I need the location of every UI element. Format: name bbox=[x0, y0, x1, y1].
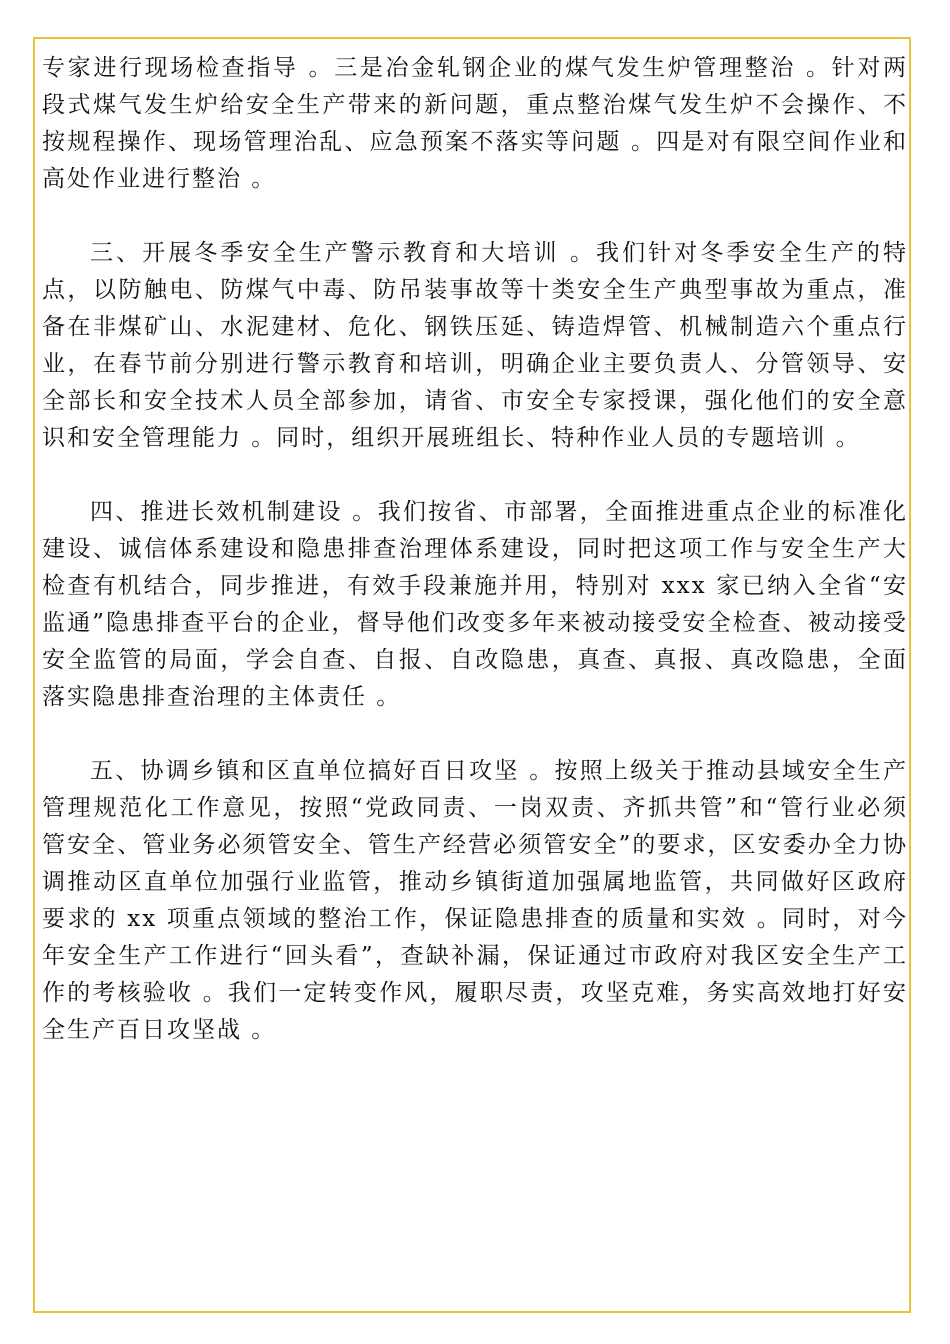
paragraph-continuation: 专家进行现场检查指导 。三是冶金轧钢企业的煤气发生炉管理整治 。针对两段式煤气发生炉给安全生产带来的新问题，重点整治煤气发生炉不会操作、不按规程操作、现场管理治乱、应急预案不落实等问题 。四是对有限空间作业和高处作业进行整治 。 bbox=[42, 55, 908, 192]
paragraph-section-four: 四、推进长效机制建设 。我们按省、市部署，全面推进重点企业的标准化建设、诚信体系建设和隐患排查治理体系建设，同时把这项工作与安全生产大检查有机结合，同步推进，有效手段兼施并用，特别对 xxx 家已纳入全省“安监通”隐患排查平台的企业，督导他们改变多年来被动接受安全检查、被动接受安全监管的局面，学会自查、自报、自改隐患，真查、真报、真改隐患，全面落实隐患排查治理的主体责任 。 bbox=[42, 499, 908, 710]
paragraph-section-three: 三、开展冬季安全生产警示教育和大培训 。我们针对冬季安全生产的特点，以防触电、防煤气中毒、防吊装事故等十类安全生产典型事故为重点，准备在非煤矿山、水泥建材、危化、钢铁压延、铸造焊管、机械制造六个重点行业，在春节前分别进行警示教育和培训，明确企业主要负责人、分管领导、安全部长和安全技术人员全部参加，请省、市安全专家授课，强化他们的安全意识和安全管理能力 。同时，组织开展班组长、特种作业人员的专题培训 。 bbox=[42, 240, 908, 451]
paragraph-section-five: 五、协调乡镇和区直单位搞好百日攻坚 。按照上级关于推动县域安全生产管理规范化工作意见，按照“党政同责、一岗双责、齐抓共管”和“管行业必须管安全、管业务必须管安全、管生产经营必须管安全”的要求，区安委办全力协调推动区直单位加强行业监管，推动乡镇街道加强属地监管，共同做好区政府要求的 xx 项重点领域的整治工作，保证隐患排查的质量和实效 。同时，对今年安全生产工作进行“回头看”，查缺补漏，保证通过市政府对我区安全生产工作的考核验收 。我们一定转变作风，履职尽责，攻坚克难，务实高效地打好安全生产百日攻坚战 。 bbox=[42, 758, 908, 1043]
document-body bbox=[42, 50, 908, 1086]
